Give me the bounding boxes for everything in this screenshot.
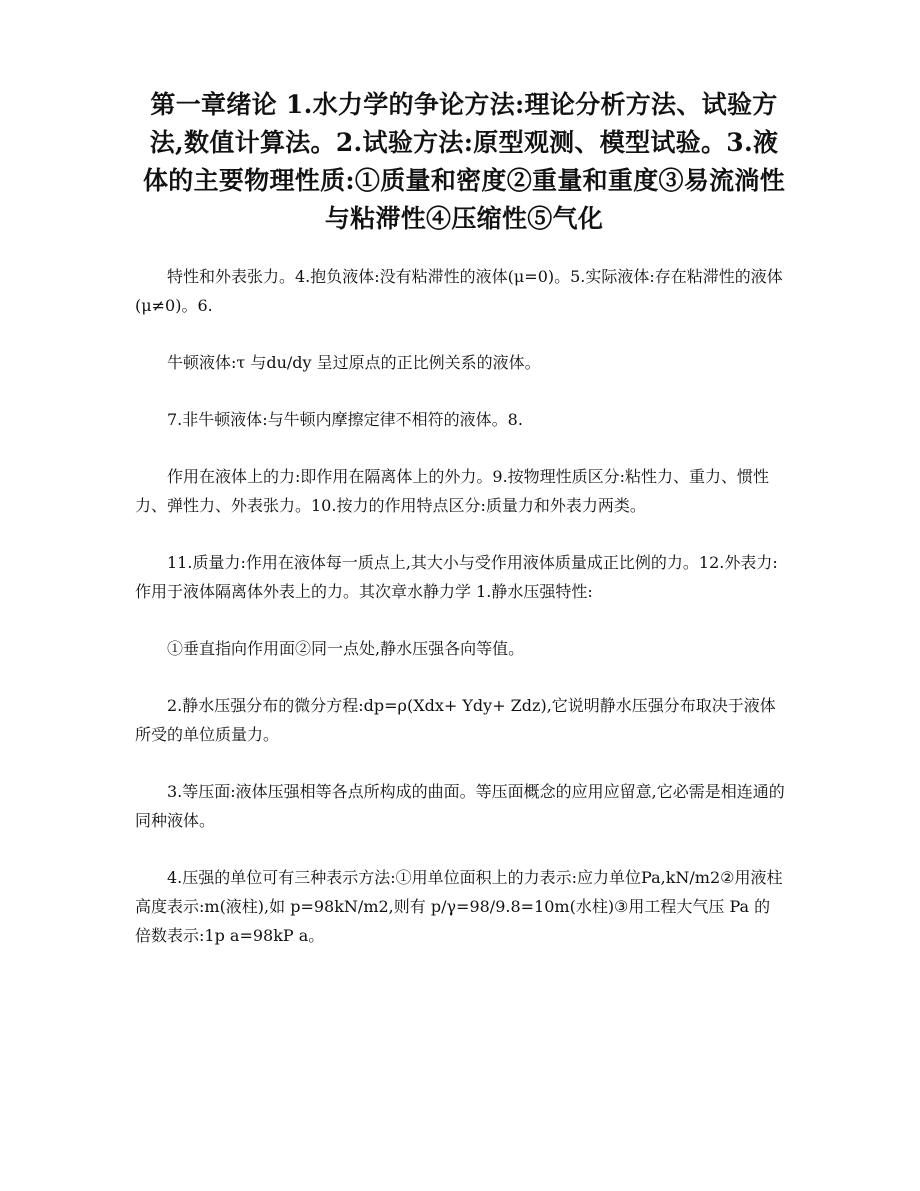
document-body [135,262,785,978]
paragraph-2: 牛顿液体:τ 与du/dy 呈过原点的正比例关系的液体。 [167,353,541,372]
paragraph-1: 特性和外表张力。4.抱负液体:没有粘滞性的液体(μ=0)。5.实际液体:存在粘滞性的液体(μ≠0)。6. [135,267,783,315]
paragraph-8: 3.等压面:液体压强相等各点所构成的曲面。等压面概念的应用应留意,它必需是相连通的同种液体。 [135,782,785,830]
paragraph-9: 4.压强的单位可有三种表示方法:①用单位面积上的力表示:应力单位Pa,kN/m2②用液柱高度表示:m(液柱),如 p=98kN/m2,则有 p/γ=98/9.8=10m(水柱)③用工程大气压 Pa 的倍数表示:1p a=98kP a。 [135,868,783,945]
paragraph-3: 7.非牛顿液体:与牛顿内摩擦定律不相符的液体。8. [167,410,523,429]
paragraph-4: 作用在液体上的力:即作用在隔离体上的外力。9.按物理性质区分:粘性力、重力、惯性力、弹性力、外表张力。10.按力的作用特点区分:质量力和外表力两类。 [135,467,770,515]
document-title: 第一章绪论 1.水力学的争论方法:理论分析方法、试验方法,数值计算法。2.试验方法:原型观测、模型试验。3.液体的主要物理性质:①质量和密度②重量和重度③易流淌性与粘滞性④压缩性⑤气化 [142,90,786,233]
paragraph-5: 11.质量力:作用在液体每一质点上,其大小与受作用液体质量成正比例的力。12.外表力:作用于液体隔离体外表上的力。其次章水静力学 1.静水压强特性: [135,553,778,601]
paragraph-7: 2.静水压强分布的微分方程:dp=ρ(Xdx+ Ydy+ Zdz),它说明静水压强分布取决于液体所受的单位质量力。 [135,696,776,744]
paragraph-6: ①垂直指向作用面②同一点处,静水压强各向等值。 [167,639,525,658]
